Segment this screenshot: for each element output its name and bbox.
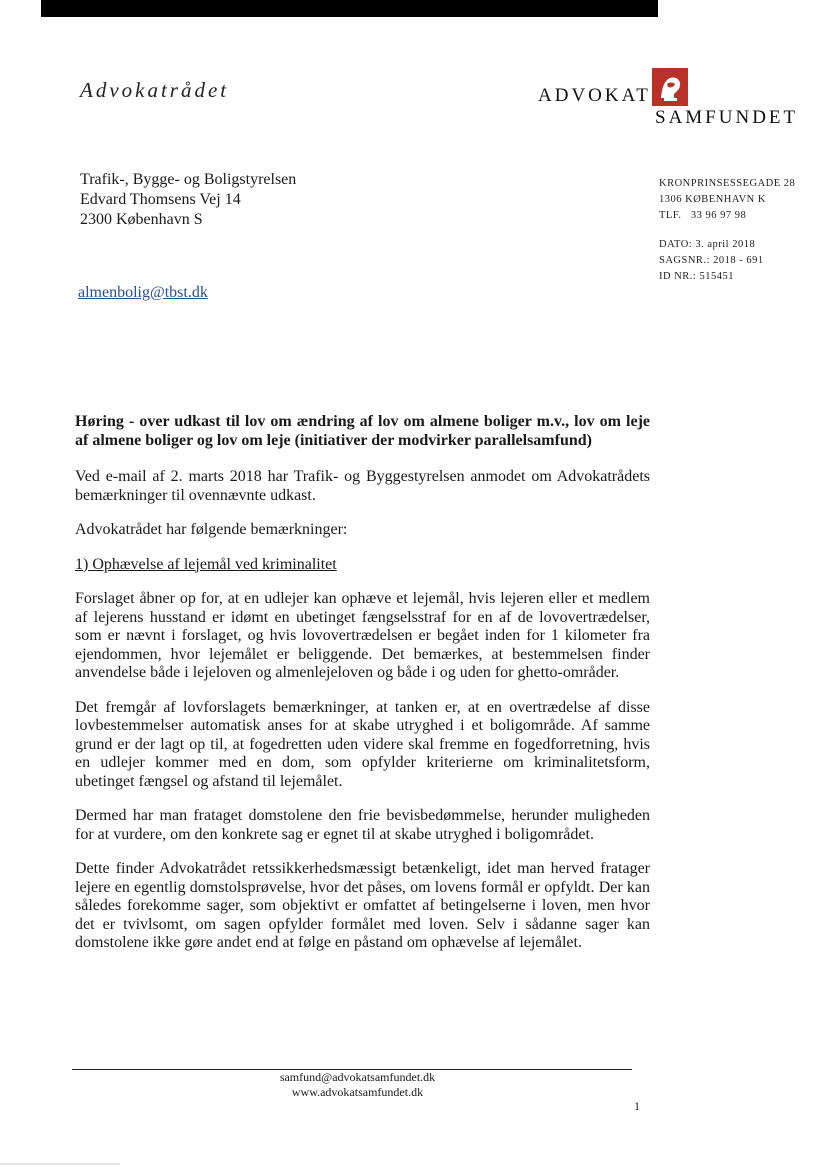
body-paragraph: Dette finder Advokatrådet retssikkerhedsmæssigt betænkeligt, idet man herved fratager lejere en egentlig domstolsprøvelse, hvor det påses, om lovens formål er opfyldt. Der kan således forekomme sager, som objektivt er omfattet af betingelserne i loven, men hvor det er tvivlsomt, om sagen opfylder formålet med loven. Selv i sådanne sager kan domstolene ikke gøre andet end at følge en påstand om ophævelse af lejemålet. bbox=[75, 860, 650, 951]
footer-website: www.advokatsamfundet.dk bbox=[291, 1085, 424, 1099]
sender-name: Advokatrådet bbox=[80, 78, 230, 102]
contact-address-street: KRONPRINSESSEGADE 28 bbox=[659, 178, 796, 189]
page-number: 1 bbox=[634, 1099, 640, 1113]
body-paragraph: Dermed har man frataget domstolene den frie bevisbedømmelse, herunder muligheden for at vurdere, om den konkrete sag er egnet til at skabe utryghed i boligområdet. bbox=[75, 807, 650, 843]
body-paragraph: Det fremgår af lovforslagets bemærkninger, at tanken er, at en overtrædelse af disse lovbestemmelser automatisk anses for at skabe utryghed i et boligområde. Af samme grund er der lagt op til, at fogedretten uden videre skal fremme en fogedforretning, hvis en udlejer kommer med en dom, som opfylder kriterierne om kriminalitetsform, ubetinget fængsel og afstand til lejemålet. bbox=[75, 698, 650, 790]
intro-paragraph: Ved e-mail af 2. marts 2018 har Trafik- og Byggestyrelsen anmodet om Advokatrådets bemærkninger til ovennævnte udkast. bbox=[75, 468, 650, 504]
case-number: SAGSNR.: 2018 - 691 bbox=[659, 255, 764, 266]
id-number: ID NR.: 515451 bbox=[659, 271, 734, 282]
contact-block bbox=[659, 176, 795, 285]
footer-email: samfund@advokatsamfundet.dk bbox=[279, 1070, 436, 1084]
section-heading: 1) Ophævelse af lejemål ved kriminalitet bbox=[75, 555, 337, 573]
contact-address-city: 1306 KØBENHAVN K bbox=[659, 194, 766, 205]
recipient-line: Edvard Thomsens Vej 14 bbox=[80, 191, 241, 208]
footer bbox=[200, 1070, 515, 1100]
advokatsamfundet-emblem-icon bbox=[652, 68, 688, 106]
logo-text-advokat: ADVOKAT bbox=[538, 85, 651, 106]
body-paragraph: Forslaget åbner op for, at en udlejer kan ophæve et lejemål, hvis lejeren eller et medlem af lejerens husstand er idømt en ubetinget fængselsstraf for en af de lovovertrædelser, som er nævnt i forslaget, og hvis lovovertrædelsen er begået inden for 1 kilometer fra ejendommen, hvor lejemålet er beliggende. Det bemærkes, at bestemmelsen finder anvendelse både i lejeloven og almenlejeloven og både i og uden for ghetto-områder. bbox=[75, 590, 650, 681]
contact-phone: TLF. 33 96 97 98 bbox=[659, 210, 747, 221]
scan-black-bar bbox=[41, 0, 658, 17]
scan-edge-shadow bbox=[0, 1163, 120, 1165]
recipient-line: Trafik-, Bygge- og Boligstyrelsen bbox=[80, 171, 297, 188]
remarks-lead: Advokatrådet har følgende bemærkninger: bbox=[75, 521, 348, 538]
logo-text-samfundet: SAMFUNDET bbox=[655, 107, 799, 128]
letter-body bbox=[75, 413, 650, 969]
recipient-address bbox=[80, 170, 296, 230]
recipient-line: 2300 København S bbox=[80, 211, 203, 228]
letter-date: DATO: 3. april 2018 bbox=[659, 239, 756, 250]
letter-subject: Høring - over udkast til lov om ændring af lov om almene boliger m.v., lov om leje af almene boliger og lov om leje (initiativer der modvirker parallelsamfund) bbox=[75, 413, 650, 449]
recipient-email-link[interactable]: almenbolig@tbst.dk bbox=[78, 284, 208, 301]
